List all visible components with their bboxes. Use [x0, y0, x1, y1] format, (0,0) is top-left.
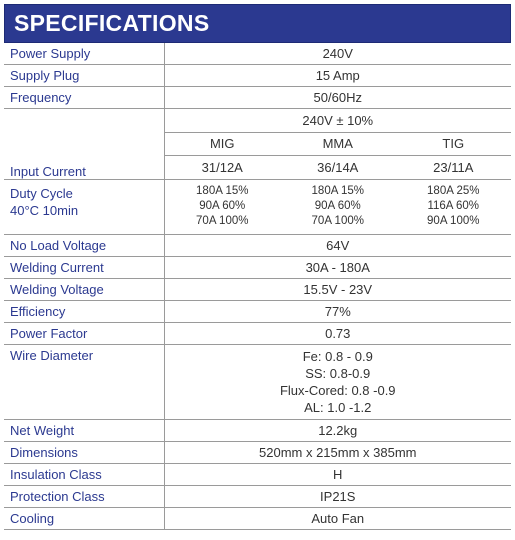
row-label: Insulation Class — [4, 464, 164, 486]
row-value: 50/60Hz — [164, 87, 511, 109]
row-label: Frequency — [4, 87, 164, 109]
row-value: 30A - 180A — [164, 257, 511, 279]
table-row — [4, 508, 511, 530]
row-value: H — [164, 464, 511, 486]
input-current-tig: 23/11A — [433, 160, 474, 175]
row-label: Power Factor — [4, 323, 164, 345]
mode-headers — [165, 133, 512, 156]
table-row — [4, 65, 511, 87]
wire-diameter-label: Wire Diameter — [4, 345, 164, 420]
table-row — [4, 279, 511, 301]
input-current-values — [165, 156, 512, 179]
table-row — [4, 442, 511, 464]
row-value: IP21S — [164, 486, 511, 508]
input-current-mig: 31/12A — [201, 160, 243, 175]
wire-diameter-values: Fe: 0.8 - 0.9 SS: 0.8-0.9 Flux-Cored: 0.8 -0.9 AL: 1.0 -1.2 — [164, 345, 511, 420]
duty-cycle-values — [165, 184, 512, 229]
row-label: Efficiency — [4, 301, 164, 323]
row-value: 77% — [164, 301, 511, 323]
table-row — [4, 420, 511, 442]
duty-cycle-label: Duty Cycle — [10, 186, 73, 201]
row-value: 12.2kg — [164, 420, 511, 442]
duty-cycle-mma: 180A 15% 90A 60% 70A 100% — [311, 185, 364, 227]
row-value: Auto Fan — [164, 508, 511, 530]
row-label: Welding Current — [4, 257, 164, 279]
table-row-duty-cycle — [4, 180, 511, 235]
row-value: 15 Amp — [164, 65, 511, 87]
mode-tig: TIG — [442, 136, 465, 151]
row-value: 520mm x 215mm x 385mm — [164, 442, 511, 464]
row-label: Dimensions — [4, 442, 164, 464]
row-value: 0.73 — [164, 323, 511, 345]
duty-cycle-tig: 180A 25% 116A 60% 90A 100% — [427, 185, 480, 227]
row-value: 64V — [164, 235, 511, 257]
row-label: Cooling — [4, 508, 164, 530]
table-row — [4, 323, 511, 345]
table-row — [4, 257, 511, 279]
table-row — [4, 235, 511, 257]
duty-cycle-mig: 180A 15% 90A 60% 70A 100% — [196, 185, 249, 227]
row-label: Power Supply — [4, 43, 164, 65]
row-value: 15.5V - 23V — [164, 279, 511, 301]
table-row — [4, 301, 511, 323]
input-current-label: Input Current — [10, 164, 86, 179]
duty-cycle-condition: 40°C 10min — [10, 203, 79, 218]
table-row — [4, 87, 511, 109]
voltage-range: 240V ± 10% — [165, 109, 512, 133]
table-row — [4, 43, 511, 65]
specifications-panel — [4, 0, 511, 530]
row-label: Net Weight — [4, 420, 164, 442]
row-value: 240V — [164, 43, 511, 65]
mode-mig: MIG — [209, 136, 235, 151]
row-label: Protection Class — [4, 486, 164, 508]
page-title: SPECIFICATIONS — [4, 4, 511, 43]
row-label: Welding Voltage — [4, 279, 164, 301]
table-row — [4, 464, 511, 486]
spec-table-continued — [4, 180, 511, 530]
table-row — [4, 486, 511, 508]
table-row-wire-diameter — [4, 345, 511, 420]
row-label: No Load Voltage — [4, 235, 164, 257]
input-current-mma: 36/14A — [317, 160, 359, 175]
mode-mma: MMA — [322, 136, 353, 151]
row-label: Supply Plug — [4, 65, 164, 87]
